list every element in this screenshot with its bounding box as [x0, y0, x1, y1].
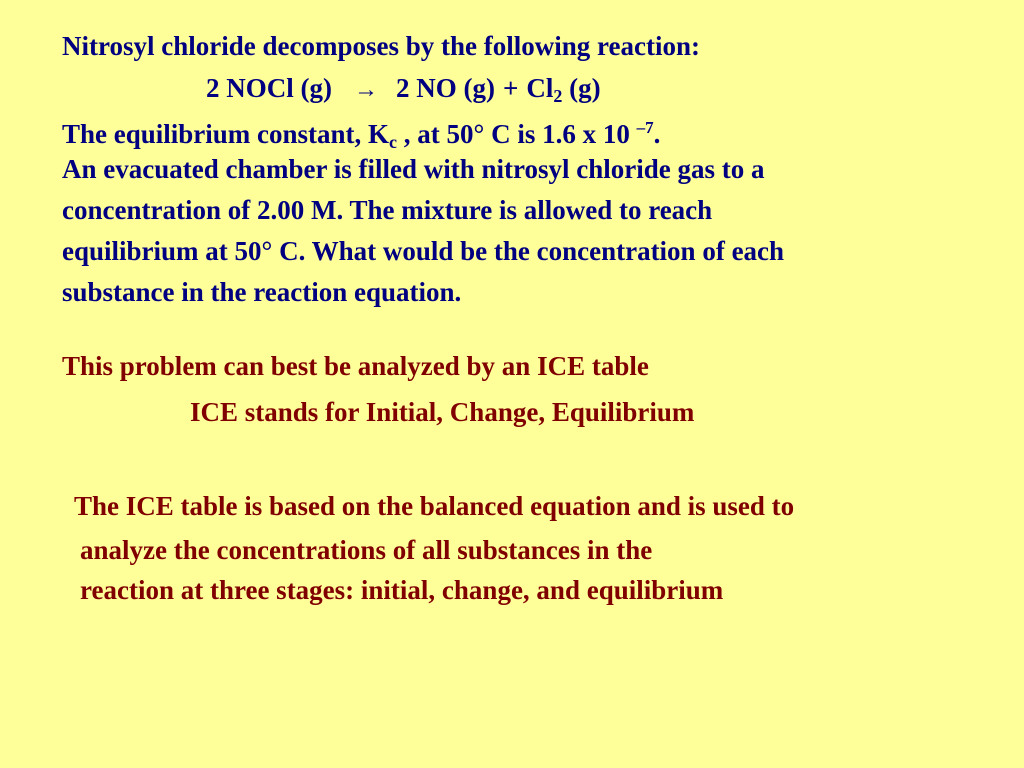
equation-product-1: 2 NO (g): [395, 73, 495, 103]
equation-reactant: 2 NOCl (g): [206, 73, 332, 103]
kc-prefix: The equilibrium constant, K: [62, 119, 390, 149]
analysis-line-1: This problem can best be analyzed by an ICE table: [62, 351, 649, 381]
kc-subscript: c: [389, 132, 398, 152]
product-2-subscript: 2: [553, 86, 563, 106]
problem-line-1: Nitrosyl chloride decomposes by the following reaction:: [62, 31, 700, 61]
equation-plus: +: [502, 73, 519, 103]
analysis-line-2: ICE stands for Initial, Change, Equilibrium: [190, 397, 695, 427]
explanation-line-3: reaction at three stages: initial, change, and equilibrium: [80, 575, 724, 605]
kc-line: [62, 112, 660, 158]
reaction-equation: [206, 72, 601, 112]
product-2-base: Cl: [526, 73, 554, 103]
equation-product-2: [526, 73, 601, 106]
problem-line-4: An evacuated chamber is filled with nitrosyl chloride gas to a: [62, 154, 765, 184]
kc-exponent: –7: [636, 118, 654, 137]
kc-middle: , at 50° C is 1.6 x 10: [403, 119, 630, 149]
problem-line-7: substance in the reaction equation.: [62, 277, 462, 307]
explanation-line-2: analyze the concentrations of all substances in the: [80, 535, 653, 565]
problem-line-6: equilibrium at 50° C. What would be the concentration of each: [62, 236, 785, 266]
reaction-arrow-icon: →: [353, 77, 378, 103]
problem-line-5: concentration of 2.00 M. The mixture is allowed to reach: [62, 195, 713, 225]
kc-end: .: [653, 119, 661, 149]
explanation-line-1: The ICE table is based on the balanced equation and is used to: [74, 491, 795, 521]
product-2-state: (g): [569, 73, 601, 103]
